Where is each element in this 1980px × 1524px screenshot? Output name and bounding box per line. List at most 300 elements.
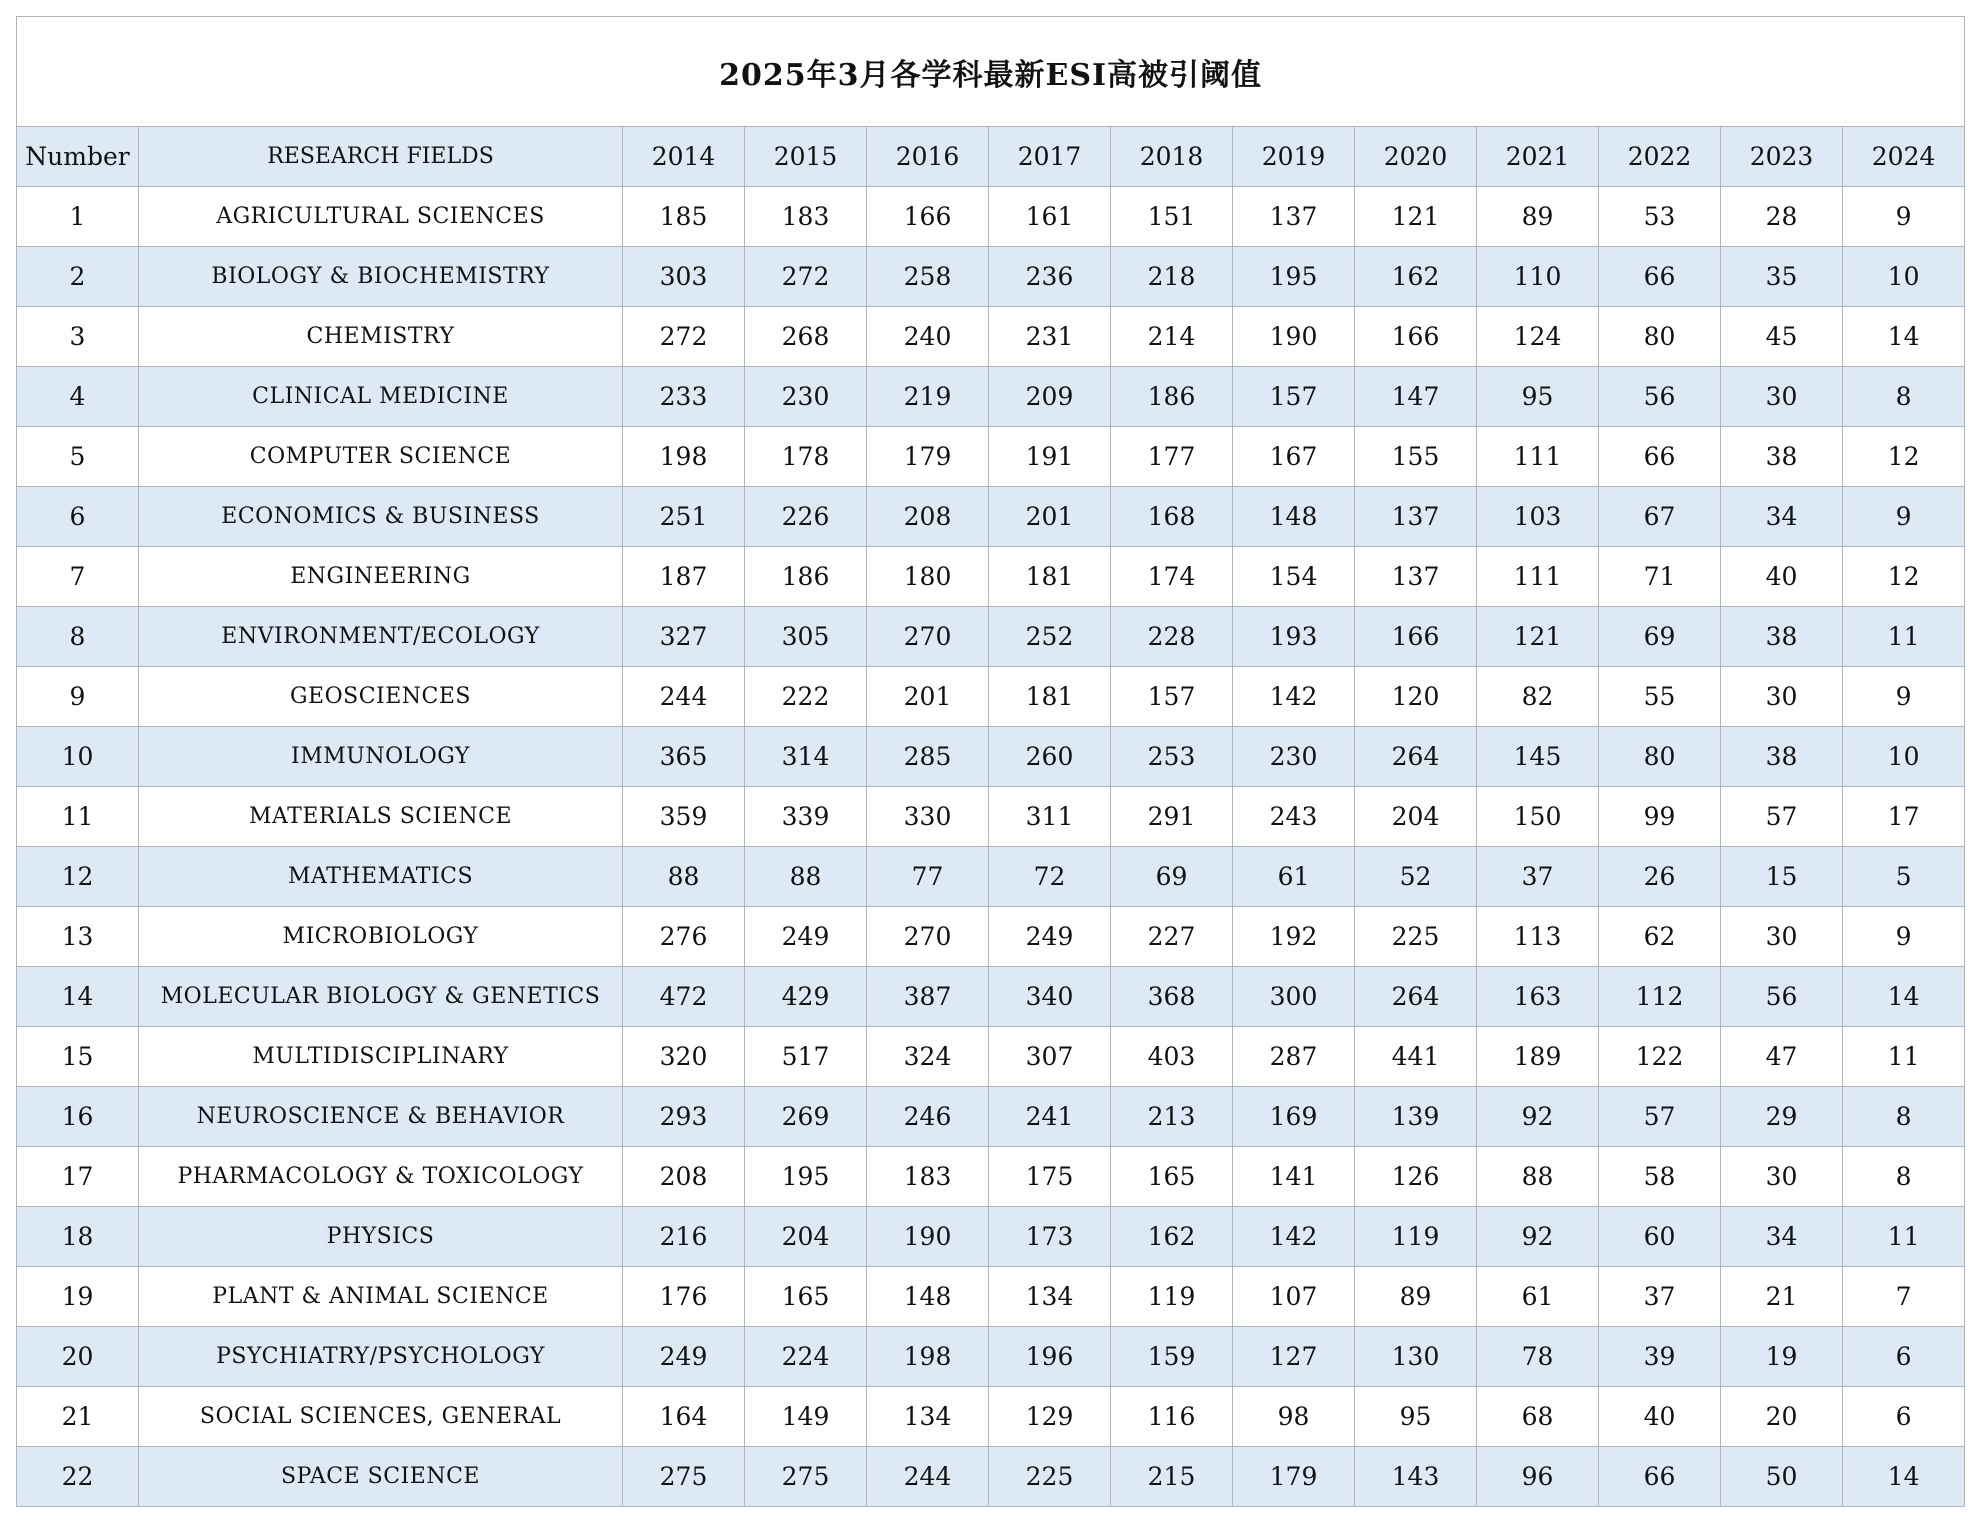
threshold-value: 12	[1843, 547, 1965, 607]
threshold-value: 148	[1233, 487, 1355, 547]
threshold-value: 127	[1233, 1327, 1355, 1387]
table-row	[17, 1447, 1965, 1507]
threshold-value: 209	[989, 367, 1111, 427]
threshold-value: 216	[623, 1207, 745, 1267]
threshold-value: 179	[867, 427, 989, 487]
threshold-value: 225	[1355, 907, 1477, 967]
threshold-value: 6	[1843, 1387, 1965, 1447]
threshold-value: 80	[1599, 727, 1721, 787]
threshold-value: 45	[1721, 307, 1843, 367]
threshold-value: 78	[1477, 1327, 1599, 1387]
threshold-value: 147	[1355, 367, 1477, 427]
threshold-value: 327	[623, 607, 745, 667]
research-field: SOCIAL SCIENCES, GENERAL	[139, 1387, 623, 1447]
table-row	[17, 1267, 1965, 1327]
threshold-value: 204	[745, 1207, 867, 1267]
threshold-value: 107	[1233, 1267, 1355, 1327]
research-field: PHARMACOLOGY & TOXICOLOGY	[139, 1147, 623, 1207]
threshold-value: 98	[1233, 1387, 1355, 1447]
threshold-value: 95	[1355, 1387, 1477, 1447]
threshold-value: 34	[1721, 487, 1843, 547]
threshold-value: 26	[1599, 847, 1721, 907]
threshold-value: 311	[989, 787, 1111, 847]
threshold-value: 52	[1355, 847, 1477, 907]
threshold-value: 252	[989, 607, 1111, 667]
threshold-value: 320	[623, 1027, 745, 1087]
threshold-value: 134	[867, 1387, 989, 1447]
threshold-value: 181	[989, 547, 1111, 607]
row-number: 5	[17, 427, 139, 487]
table-row	[17, 967, 1965, 1027]
threshold-value: 173	[989, 1207, 1111, 1267]
threshold-value: 272	[623, 307, 745, 367]
threshold-value: 88	[1477, 1147, 1599, 1207]
threshold-value: 275	[623, 1447, 745, 1507]
threshold-value: 40	[1599, 1387, 1721, 1447]
table-title: 2025年3月各学科最新ESI高被引阈值	[17, 17, 1965, 127]
threshold-value: 307	[989, 1027, 1111, 1087]
threshold-value: 204	[1355, 787, 1477, 847]
row-number: 2	[17, 247, 139, 307]
threshold-value: 6	[1843, 1327, 1965, 1387]
threshold-value: 264	[1355, 967, 1477, 1027]
row-number: 11	[17, 787, 139, 847]
threshold-value: 37	[1477, 847, 1599, 907]
table-row	[17, 1147, 1965, 1207]
threshold-value: 174	[1111, 547, 1233, 607]
threshold-value: 116	[1111, 1387, 1233, 1447]
table-row	[17, 1027, 1965, 1087]
row-number: 18	[17, 1207, 139, 1267]
threshold-value: 226	[745, 487, 867, 547]
threshold-value: 15	[1721, 847, 1843, 907]
threshold-value: 19	[1721, 1327, 1843, 1387]
threshold-value: 71	[1599, 547, 1721, 607]
research-field: AGRICULTURAL SCIENCES	[139, 187, 623, 247]
threshold-value: 99	[1599, 787, 1721, 847]
threshold-value: 20	[1721, 1387, 1843, 1447]
threshold-value: 303	[623, 247, 745, 307]
threshold-value: 224	[745, 1327, 867, 1387]
threshold-value: 196	[989, 1327, 1111, 1387]
research-field: MATERIALS SCIENCE	[139, 787, 623, 847]
threshold-value: 143	[1355, 1447, 1477, 1507]
threshold-value: 68	[1477, 1387, 1599, 1447]
threshold-value: 129	[989, 1387, 1111, 1447]
threshold-value: 55	[1599, 667, 1721, 727]
row-number: 17	[17, 1147, 139, 1207]
threshold-value: 227	[1111, 907, 1233, 967]
threshold-value: 340	[989, 967, 1111, 1027]
table-row	[17, 367, 1965, 427]
threshold-value: 14	[1843, 307, 1965, 367]
threshold-value: 142	[1233, 1207, 1355, 1267]
threshold-value: 190	[1233, 307, 1355, 367]
threshold-value: 12	[1843, 427, 1965, 487]
threshold-value: 272	[745, 247, 867, 307]
row-number: 3	[17, 307, 139, 367]
row-number: 19	[17, 1267, 139, 1327]
threshold-value: 142	[1233, 667, 1355, 727]
threshold-value: 270	[867, 907, 989, 967]
threshold-value: 92	[1477, 1207, 1599, 1267]
table-row	[17, 547, 1965, 607]
threshold-value: 195	[1233, 247, 1355, 307]
threshold-value: 35	[1721, 247, 1843, 307]
table-row	[17, 427, 1965, 487]
threshold-value: 240	[867, 307, 989, 367]
threshold-value: 441	[1355, 1027, 1477, 1087]
threshold-value: 324	[867, 1027, 989, 1087]
threshold-value: 7	[1843, 1267, 1965, 1327]
threshold-value: 291	[1111, 787, 1233, 847]
threshold-value: 517	[745, 1027, 867, 1087]
threshold-value: 137	[1355, 547, 1477, 607]
research-field: PLANT & ANIMAL SCIENCE	[139, 1267, 623, 1327]
threshold-value: 14	[1843, 1447, 1965, 1507]
row-number: 21	[17, 1387, 139, 1447]
threshold-value: 60	[1599, 1207, 1721, 1267]
threshold-value: 162	[1355, 247, 1477, 307]
threshold-value: 66	[1599, 247, 1721, 307]
threshold-value: 67	[1599, 487, 1721, 547]
threshold-value: 244	[867, 1447, 989, 1507]
threshold-value: 30	[1721, 367, 1843, 427]
research-field: PHYSICS	[139, 1207, 623, 1267]
threshold-value: 57	[1599, 1087, 1721, 1147]
threshold-value: 47	[1721, 1027, 1843, 1087]
threshold-value: 169	[1233, 1087, 1355, 1147]
threshold-value: 164	[623, 1387, 745, 1447]
threshold-value: 66	[1599, 427, 1721, 487]
threshold-value: 40	[1721, 547, 1843, 607]
threshold-value: 11	[1843, 1207, 1965, 1267]
table-row	[17, 1207, 1965, 1267]
threshold-value: 29	[1721, 1087, 1843, 1147]
row-number: 12	[17, 847, 139, 907]
threshold-value: 253	[1111, 727, 1233, 787]
threshold-value: 50	[1721, 1447, 1843, 1507]
research-field: CHEMISTRY	[139, 307, 623, 367]
threshold-value: 222	[745, 667, 867, 727]
row-number: 22	[17, 1447, 139, 1507]
threshold-value: 145	[1477, 727, 1599, 787]
threshold-value: 69	[1599, 607, 1721, 667]
threshold-value: 157	[1111, 667, 1233, 727]
research-field: MOLECULAR BIOLOGY & GENETICS	[139, 967, 623, 1027]
threshold-value: 198	[623, 427, 745, 487]
threshold-value: 77	[867, 847, 989, 907]
threshold-value: 8	[1843, 1087, 1965, 1147]
threshold-value: 120	[1355, 667, 1477, 727]
threshold-value: 5	[1843, 847, 1965, 907]
threshold-value: 241	[989, 1087, 1111, 1147]
threshold-value: 61	[1477, 1267, 1599, 1327]
header-year: 2016	[867, 127, 989, 187]
threshold-value: 225	[989, 1447, 1111, 1507]
threshold-value: 124	[1477, 307, 1599, 367]
threshold-value: 186	[745, 547, 867, 607]
threshold-value: 166	[867, 187, 989, 247]
threshold-value: 111	[1477, 427, 1599, 487]
threshold-value: 269	[745, 1087, 867, 1147]
threshold-value: 208	[867, 487, 989, 547]
threshold-value: 472	[623, 967, 745, 1027]
threshold-value: 249	[745, 907, 867, 967]
threshold-value: 180	[867, 547, 989, 607]
row-number: 13	[17, 907, 139, 967]
row-number: 16	[17, 1087, 139, 1147]
threshold-value: 154	[1233, 547, 1355, 607]
threshold-value: 368	[1111, 967, 1233, 1027]
threshold-value: 165	[745, 1267, 867, 1327]
threshold-value: 162	[1111, 1207, 1233, 1267]
threshold-value: 228	[1111, 607, 1233, 667]
threshold-value: 243	[1233, 787, 1355, 847]
threshold-value: 28	[1721, 187, 1843, 247]
threshold-value: 268	[745, 307, 867, 367]
threshold-value: 137	[1233, 187, 1355, 247]
threshold-value: 176	[623, 1267, 745, 1327]
threshold-value: 8	[1843, 1147, 1965, 1207]
table-row	[17, 907, 1965, 967]
threshold-value: 11	[1843, 607, 1965, 667]
threshold-value: 403	[1111, 1027, 1233, 1087]
header-year: 2017	[989, 127, 1111, 187]
threshold-value: 215	[1111, 1447, 1233, 1507]
table-row	[17, 1087, 1965, 1147]
threshold-value: 96	[1477, 1447, 1599, 1507]
research-field: MICROBIOLOGY	[139, 907, 623, 967]
threshold-value: 246	[867, 1087, 989, 1147]
table-row	[17, 187, 1965, 247]
threshold-value: 151	[1111, 187, 1233, 247]
header-year: 2015	[745, 127, 867, 187]
threshold-value: 287	[1233, 1027, 1355, 1087]
threshold-value: 103	[1477, 487, 1599, 547]
header-row	[17, 127, 1965, 187]
threshold-value: 186	[1111, 367, 1233, 427]
threshold-value: 201	[867, 667, 989, 727]
threshold-value: 38	[1721, 427, 1843, 487]
table-row	[17, 607, 1965, 667]
table-row	[17, 787, 1965, 847]
threshold-value: 214	[1111, 307, 1233, 367]
table-row	[17, 1387, 1965, 1447]
header-year: 2014	[623, 127, 745, 187]
threshold-value: 305	[745, 607, 867, 667]
threshold-value: 119	[1355, 1207, 1477, 1267]
threshold-value: 159	[1111, 1327, 1233, 1387]
threshold-value: 300	[1233, 967, 1355, 1027]
threshold-value: 359	[623, 787, 745, 847]
threshold-value: 208	[623, 1147, 745, 1207]
research-field: MATHEMATICS	[139, 847, 623, 907]
research-field: PSYCHIATRY/PSYCHOLOGY	[139, 1327, 623, 1387]
row-number: 4	[17, 367, 139, 427]
threshold-value: 161	[989, 187, 1111, 247]
threshold-value: 177	[1111, 427, 1233, 487]
threshold-value: 53	[1599, 187, 1721, 247]
threshold-value: 258	[867, 247, 989, 307]
threshold-value: 66	[1599, 1447, 1721, 1507]
threshold-value: 122	[1599, 1027, 1721, 1087]
threshold-value: 198	[867, 1327, 989, 1387]
threshold-value: 80	[1599, 307, 1721, 367]
threshold-value: 69	[1111, 847, 1233, 907]
threshold-value: 30	[1721, 667, 1843, 727]
threshold-value: 192	[1233, 907, 1355, 967]
threshold-value: 179	[1233, 1447, 1355, 1507]
esi-threshold-sheet	[16, 16, 1964, 1507]
title-row	[17, 17, 1965, 127]
threshold-value: 165	[1111, 1147, 1233, 1207]
header-year: 2021	[1477, 127, 1599, 187]
threshold-value: 251	[623, 487, 745, 547]
threshold-value: 275	[745, 1447, 867, 1507]
header-year: 2018	[1111, 127, 1233, 187]
header-year: 2020	[1355, 127, 1477, 187]
threshold-value: 139	[1355, 1087, 1477, 1147]
threshold-value: 187	[623, 547, 745, 607]
threshold-value: 218	[1111, 247, 1233, 307]
threshold-value: 429	[745, 967, 867, 1027]
threshold-value: 110	[1477, 247, 1599, 307]
threshold-value: 121	[1355, 187, 1477, 247]
research-field: ECONOMICS & BUSINESS	[139, 487, 623, 547]
threshold-value: 82	[1477, 667, 1599, 727]
threshold-value: 236	[989, 247, 1111, 307]
threshold-value: 183	[745, 187, 867, 247]
threshold-value: 9	[1843, 907, 1965, 967]
threshold-value: 183	[867, 1147, 989, 1207]
table-row	[17, 727, 1965, 787]
threshold-value: 95	[1477, 367, 1599, 427]
threshold-value: 219	[867, 367, 989, 427]
threshold-value: 89	[1477, 187, 1599, 247]
row-number: 14	[17, 967, 139, 1027]
threshold-value: 168	[1111, 487, 1233, 547]
threshold-value: 121	[1477, 607, 1599, 667]
research-field: ENVIRONMENT/ECOLOGY	[139, 607, 623, 667]
threshold-value: 163	[1477, 967, 1599, 1027]
threshold-value: 293	[623, 1087, 745, 1147]
table-row	[17, 667, 1965, 727]
threshold-value: 249	[989, 907, 1111, 967]
threshold-value: 244	[623, 667, 745, 727]
row-number: 9	[17, 667, 139, 727]
threshold-value: 148	[867, 1267, 989, 1327]
threshold-value: 130	[1355, 1327, 1477, 1387]
threshold-value: 56	[1599, 367, 1721, 427]
threshold-value: 10	[1843, 727, 1965, 787]
threshold-value: 92	[1477, 1087, 1599, 1147]
threshold-value: 88	[745, 847, 867, 907]
threshold-value: 260	[989, 727, 1111, 787]
threshold-value: 38	[1721, 607, 1843, 667]
threshold-value: 58	[1599, 1147, 1721, 1207]
threshold-value: 34	[1721, 1207, 1843, 1267]
threshold-value: 193	[1233, 607, 1355, 667]
threshold-value: 61	[1233, 847, 1355, 907]
header-year: 2022	[1599, 127, 1721, 187]
research-field: CLINICAL MEDICINE	[139, 367, 623, 427]
threshold-value: 21	[1721, 1267, 1843, 1327]
threshold-value: 233	[623, 367, 745, 427]
threshold-value: 270	[867, 607, 989, 667]
threshold-value: 88	[623, 847, 745, 907]
threshold-value: 167	[1233, 427, 1355, 487]
threshold-value: 230	[745, 367, 867, 427]
table-row	[17, 1327, 1965, 1387]
threshold-value: 38	[1721, 727, 1843, 787]
threshold-value: 8	[1843, 367, 1965, 427]
threshold-value: 39	[1599, 1327, 1721, 1387]
threshold-value: 57	[1721, 787, 1843, 847]
research-field: MULTIDISCIPLINARY	[139, 1027, 623, 1087]
threshold-value: 285	[867, 727, 989, 787]
table-row	[17, 307, 1965, 367]
threshold-value: 17	[1843, 787, 1965, 847]
row-number: 1	[17, 187, 139, 247]
header-research-fields: RESEARCH FIELDS	[139, 127, 623, 187]
threshold-value: 314	[745, 727, 867, 787]
threshold-value: 72	[989, 847, 1111, 907]
threshold-value: 119	[1111, 1267, 1233, 1327]
threshold-value: 181	[989, 667, 1111, 727]
threshold-value: 201	[989, 487, 1111, 547]
threshold-value: 339	[745, 787, 867, 847]
threshold-value: 213	[1111, 1087, 1233, 1147]
row-number: 7	[17, 547, 139, 607]
threshold-value: 30	[1721, 1147, 1843, 1207]
threshold-value: 249	[623, 1327, 745, 1387]
threshold-value: 14	[1843, 967, 1965, 1027]
threshold-value: 365	[623, 727, 745, 787]
threshold-value: 185	[623, 187, 745, 247]
row-number: 8	[17, 607, 139, 667]
threshold-value: 113	[1477, 907, 1599, 967]
row-number: 15	[17, 1027, 139, 1087]
research-field: NEUROSCIENCE & BEHAVIOR	[139, 1087, 623, 1147]
threshold-value: 276	[623, 907, 745, 967]
threshold-value: 387	[867, 967, 989, 1027]
threshold-value: 56	[1721, 967, 1843, 1027]
table-row	[17, 487, 1965, 547]
threshold-value: 134	[989, 1267, 1111, 1327]
threshold-value: 11	[1843, 1027, 1965, 1087]
threshold-value: 150	[1477, 787, 1599, 847]
threshold-value: 191	[989, 427, 1111, 487]
research-field: BIOLOGY & BIOCHEMISTRY	[139, 247, 623, 307]
threshold-value: 166	[1355, 607, 1477, 667]
threshold-value: 231	[989, 307, 1111, 367]
threshold-value: 141	[1233, 1147, 1355, 1207]
threshold-value: 264	[1355, 727, 1477, 787]
research-field: SPACE SCIENCE	[139, 1447, 623, 1507]
threshold-value: 178	[745, 427, 867, 487]
threshold-value: 175	[989, 1147, 1111, 1207]
threshold-value: 189	[1477, 1027, 1599, 1087]
research-field: IMMUNOLOGY	[139, 727, 623, 787]
threshold-value: 230	[1233, 727, 1355, 787]
threshold-value: 37	[1599, 1267, 1721, 1327]
threshold-value: 111	[1477, 547, 1599, 607]
threshold-value: 157	[1233, 367, 1355, 427]
threshold-value: 89	[1355, 1267, 1477, 1327]
header-year: 2019	[1233, 127, 1355, 187]
threshold-value: 9	[1843, 667, 1965, 727]
